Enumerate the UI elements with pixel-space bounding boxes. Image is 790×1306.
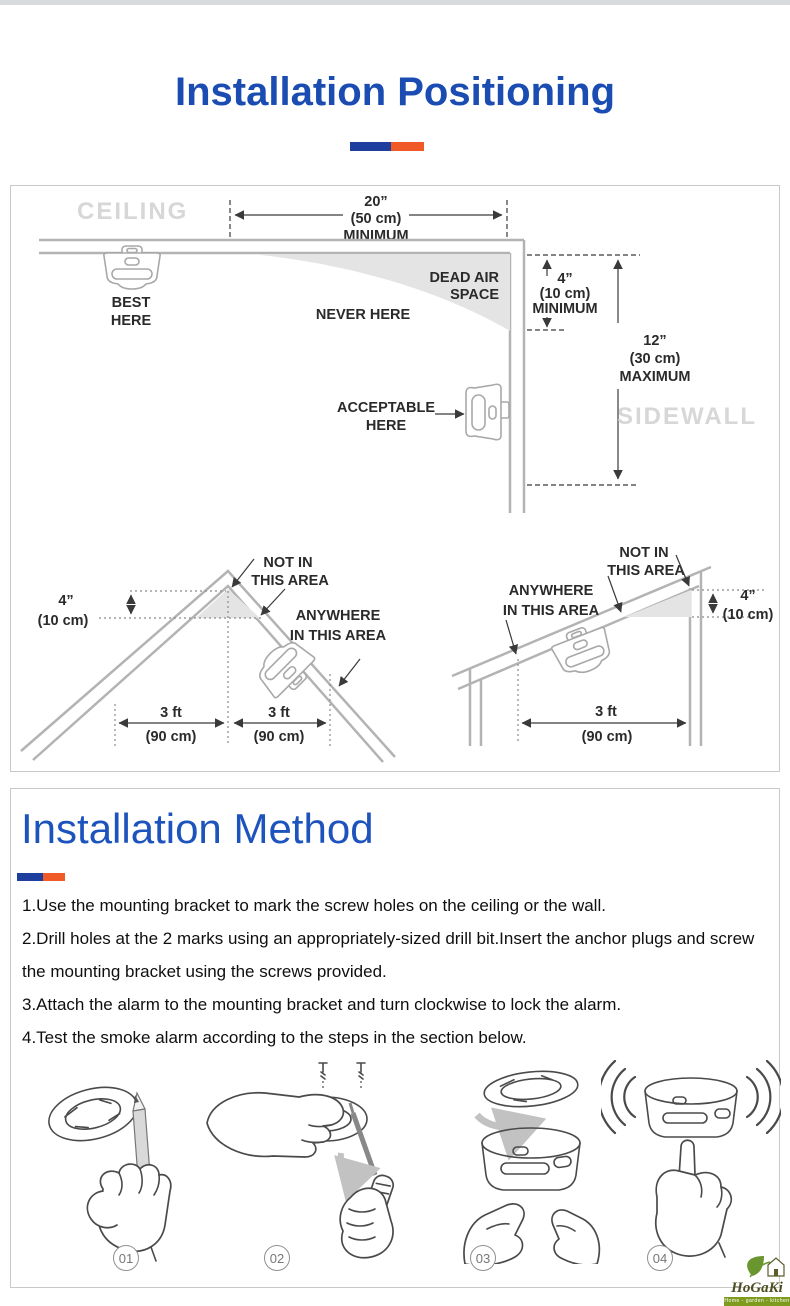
method-step-2: 2.Drill holes at the 2 marks using an appropriately-sized drill bit.Insert the anchor plugs and screw the mounting bracket using the screws provided. <box>22 929 755 981</box>
slope-span-measure <box>518 659 686 745</box>
title-divider <box>350 142 424 151</box>
mounting-bracket-drawing <box>482 1067 579 1111</box>
slope-rise-value: 4” <box>740 588 756 604</box>
mounting-bracket-drawing <box>43 1079 142 1149</box>
dead-air-label-line2: SPACE <box>450 287 499 303</box>
peak-anywhere-line2: IN THIS AREA <box>289 628 387 644</box>
peak-not-in-line2: THIS AREA <box>251 573 329 589</box>
figure-mark-holes-illustration <box>33 1069 203 1264</box>
min-20-measure <box>230 194 507 244</box>
method-step-1: 1.Use the mounting bracket to mark the screw holes on the ceiling or the wall. <box>22 896 606 915</box>
min-4-measure <box>527 255 640 330</box>
brand-logo <box>724 1254 790 1306</box>
figure-number-badge: 01 <box>113 1245 139 1271</box>
brand-name: HoGaKi <box>731 1280 783 1296</box>
slope-anywhere-arrow <box>506 620 516 654</box>
pressing-hand-drawing <box>656 1140 731 1262</box>
smoke-alarm-ceiling-icon <box>104 246 160 289</box>
figure-number-badge: 04 <box>647 1245 673 1271</box>
peak-not-in-line1: NOT IN <box>263 555 313 571</box>
slope-anywhere-line2: IN THIS AREA <box>502 603 600 619</box>
figure-number-badge: 03 <box>470 1245 496 1271</box>
brand-tagline: Home - garden - kitchen <box>724 1298 790 1304</box>
slope-rise-metric: (10 cm) <box>722 607 774 623</box>
smoke-alarm-wall-icon <box>466 384 509 440</box>
slope-span-metric: (90 cm) <box>581 729 633 745</box>
sidewall-watermark: SIDEWALL <box>617 403 757 430</box>
method-step-3: 3.Attach the alarm to the mounting bracket and turn clockwise to lock the alarm. <box>22 995 622 1014</box>
figure-attach-alarm-illustration <box>451 1059 611 1264</box>
installation-method-panel <box>10 788 780 1288</box>
best-here-line2: HERE <box>110 313 152 329</box>
positioning-diagram-panel <box>10 185 780 772</box>
method-step-4: 4.Test the smoke alarm according to the steps in the section below. <box>22 1028 527 1047</box>
screws-drawing <box>319 1063 365 1091</box>
sound-waves-icon <box>601 1061 781 1133</box>
top-gray-bar <box>0 0 790 5</box>
peak-not-in-arrow2 <box>261 589 285 615</box>
peak-right-span-value: 3 ft <box>268 705 290 721</box>
min20-metric: (50 cm) <box>350 211 402 227</box>
slope-span-value: 3 ft <box>595 704 617 720</box>
peak-anywhere-arrow <box>339 659 360 686</box>
dead-air-label-line1: DEAD AIR <box>429 270 499 286</box>
peak-left-span-value: 3 ft <box>160 705 182 721</box>
peak-rise-value: 4” <box>58 593 74 609</box>
slope-anywhere-line1: ANYWHERE <box>508 583 594 599</box>
divider-orange-segment <box>391 142 424 151</box>
figure-number-badge: 02 <box>264 1245 290 1271</box>
acceptable-here-line1: ACCEPTABLE <box>336 400 436 416</box>
peak-rise-metric: (10 cm) <box>37 613 89 629</box>
method-steps <box>22 889 779 1054</box>
smoke-alarm-slope-icon <box>549 620 617 680</box>
best-here-line1: BEST <box>111 295 151 311</box>
never-here-label: NEVER HERE <box>315 307 411 323</box>
positioning-diagram <box>11 186 779 771</box>
gripping-hand-drawing <box>340 1188 393 1258</box>
peak-right-span-metric: (90 cm) <box>253 729 305 745</box>
alarm-body-drawing <box>482 1128 580 1190</box>
max12-qualifier: MAXIMUM <box>619 369 691 385</box>
rotate-arrow <box>477 1115 533 1127</box>
method-title: Installation Method <box>21 805 374 852</box>
slope-not-in-line1: NOT IN <box>619 545 669 561</box>
method-divider <box>17 873 65 881</box>
peak-rooflines <box>21 571 395 762</box>
min4-qualifier: MINIMUM <box>532 301 598 317</box>
peak-dead-air-shading <box>196 589 260 618</box>
min20-value: 20” <box>364 194 388 210</box>
max12-metric: (30 cm) <box>629 351 681 367</box>
divider-blue-segment <box>350 142 391 151</box>
divider-orange-segment <box>43 873 65 881</box>
min4-value: 4” <box>557 271 573 287</box>
figure-screw-bracket-illustration <box>203 1057 403 1262</box>
min4-metric: (10 cm) <box>539 286 591 302</box>
figure-test-alarm-illustration <box>601 1057 781 1262</box>
alarm-body-drawing <box>645 1078 737 1137</box>
slope-rise-measure <box>692 588 774 623</box>
min20-qualifier: MINIMUM <box>343 228 409 244</box>
peak-left-span-metric: (90 cm) <box>145 729 197 745</box>
leaf-house-icon <box>724 1254 790 1278</box>
ceiling-watermark: CEILING <box>77 198 189 225</box>
peak-anywhere-line1: ANYWHERE <box>295 608 381 624</box>
page-title: Installation Positioning <box>175 70 615 114</box>
divider-blue-segment <box>17 873 43 881</box>
slope-not-in-line2: THIS AREA <box>607 563 685 579</box>
flat-hand-drawing <box>207 1093 343 1157</box>
acceptable-here-line2: HERE <box>365 418 407 434</box>
max12-value: 12” <box>643 333 667 349</box>
